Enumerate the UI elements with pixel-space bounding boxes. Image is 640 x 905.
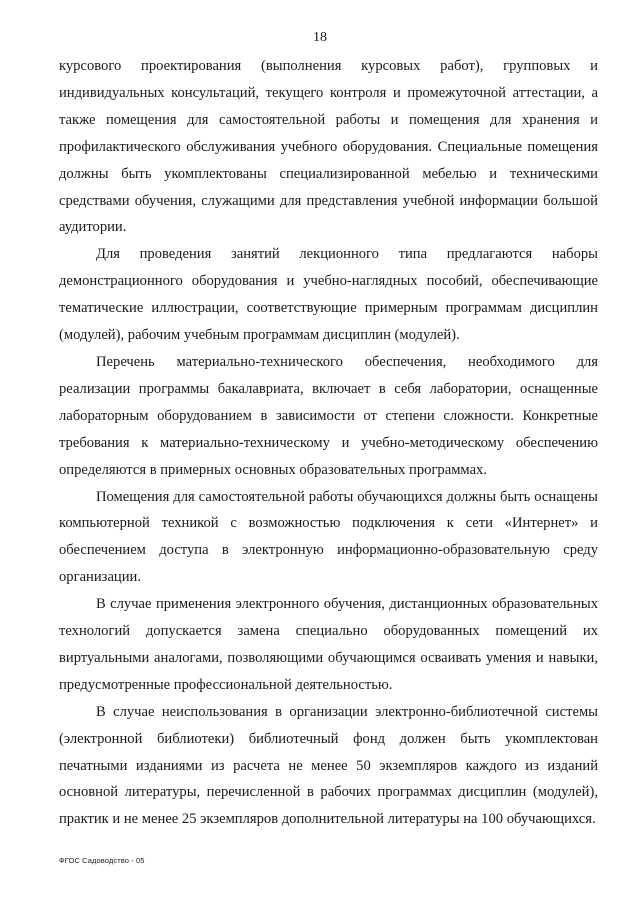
paragraph-material-technical-support: Перечень материально-технического обеспечения, необходимого для реализации программы бакалавриата, включает в себя лаборатории, оснащенные лабораторным оборудованием в зависимости от степени сложности. Конкретные требования к материально-техническому и учебно-методическому обеспечению определяются в примерных основных образовательных программах. xyxy=(59,353,598,478)
page-number: 18 xyxy=(313,30,327,45)
paragraph-self-study-rooms: Помещения для самостоятельной работы обучающихся должны быть оснащены компьютерной техникой с возможностью подключения к сети «Интернет» и обеспечением доступа в электронную информационно-образовательную среду организации. xyxy=(59,488,598,586)
paragraph-lecture-equipment: Для проведения занятий лекционного типа предлагаются наборы демонстрационного оборудования и учебно-наглядных пособий, обеспечивающие тематические иллюстрации, соответствующие примерным программам дисциплин (модулей), рабочим учебным программам дисциплин (модулей). xyxy=(59,246,598,344)
paragraph-premises-continuation: курсового проектирования (выполнения курсовых работ), групповых и индивидуальных консультаций, текущего контроля и промежуточной аттестации, а также помещения для самостоятельной работы и помещения для хранения и профилактического обслуживания учебного оборудования. Специальные помещения должны быть укомплектованы специализированной мебелью и техническими средствами обучения, служащими для представления учебной информации большой аудитории. xyxy=(59,58,598,236)
page-footer: ФГОС Садоводство - 05 xyxy=(59,856,145,865)
document-body xyxy=(59,53,598,833)
paragraph-library-fund: В случае неиспользования в организации электронно-библиотечной системы (электронной библиотеки) библиотечный фонд должен быть укомплектован печатными изданиями из расчета не менее 50 экземпляров каждого из изданий основной литературы, перечисленной в рабочих программах дисциплин (модулей), практик и не менее 25 экземпляров дополнительной литературы на 100 обучающихся. xyxy=(59,703,598,828)
paragraph-e-learning: В случае применения электронного обучения, дистанционных образовательных технологий допускается замена специально оборудованных помещений их виртуальными аналогами, позволяющими обучающимся осваивать умения и навыки, предусмотренные профессиональной деятельностью. xyxy=(59,596,598,693)
